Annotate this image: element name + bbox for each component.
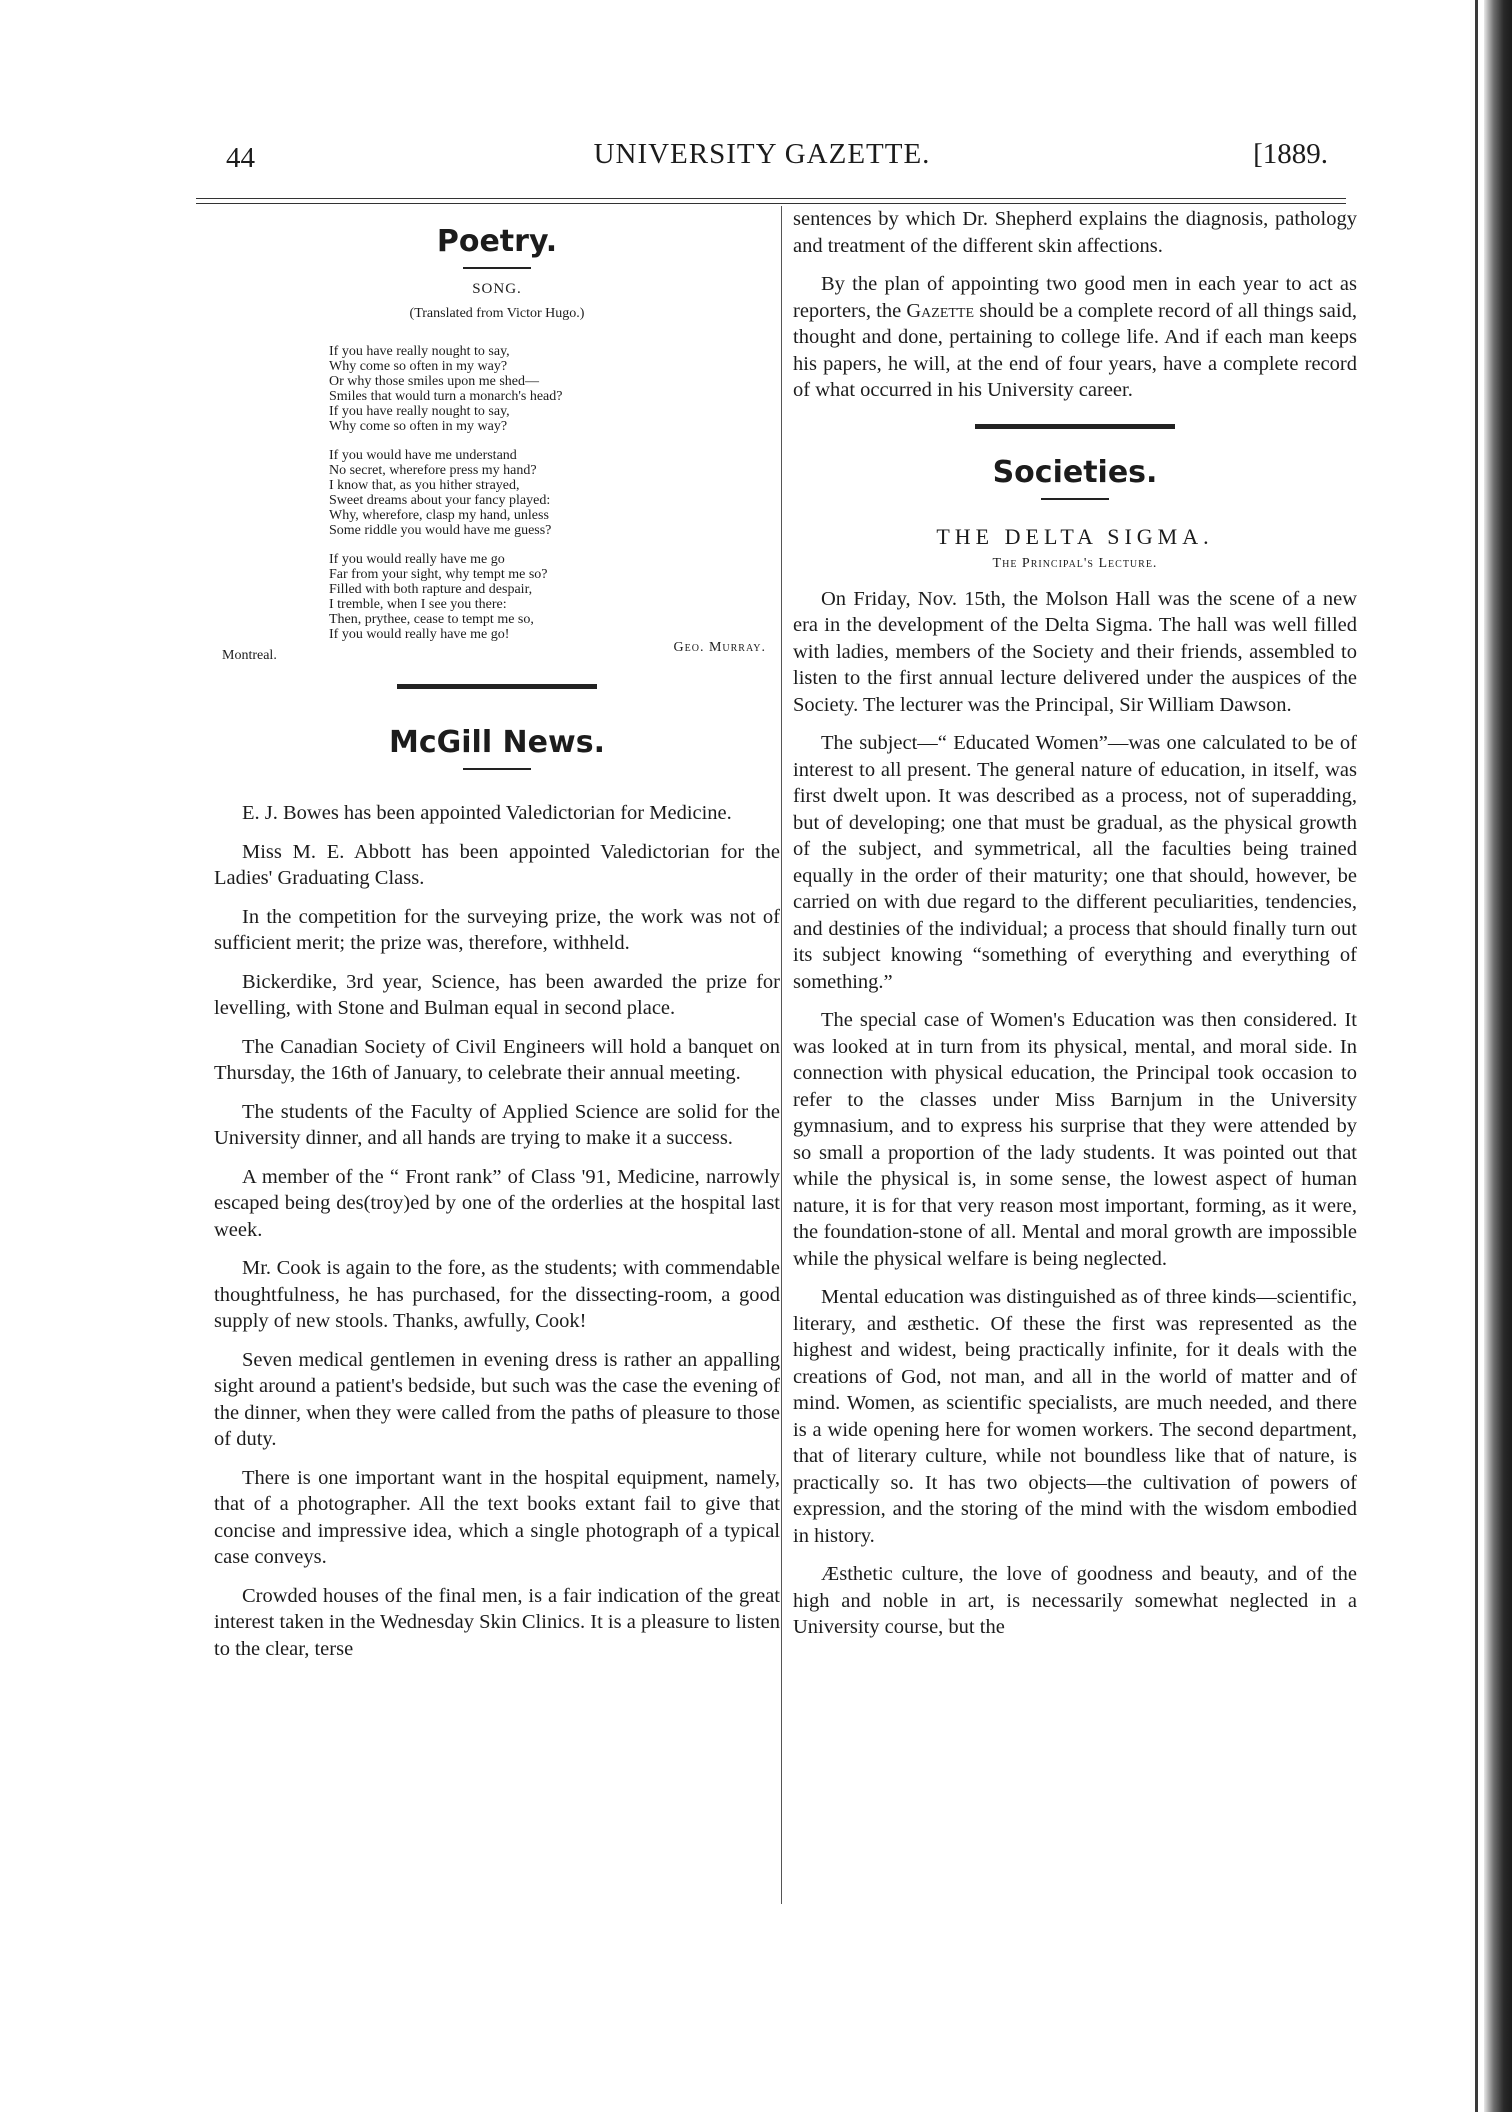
poem-author: Geo. Murray.	[673, 640, 766, 655]
poem-line: Far from your sight, why tempt me so?	[329, 567, 548, 582]
continued-paragraph: sentences by which Dr. Shepherd explains the diagnosis, pathology and treatment of the different skin affections.	[793, 208, 1357, 257]
poem-line: If you would really have me go	[329, 552, 505, 567]
gazette-word: Gazette	[906, 299, 975, 322]
society-name: THE DELTA SIGMA.	[936, 523, 1214, 549]
poetry-heading-rule	[463, 267, 531, 269]
poem-line: Or why those smiles upon me shed—	[329, 374, 539, 389]
page-binding-line	[1475, 0, 1478, 2112]
reporters-text-b: should be a complete record of all things said, thought and done, pertaining to college life. And if each man keeps his papers, he will, at the end of four years, have a complete record of what occurred in his University career.	[793, 299, 1357, 401]
right-column	[793, 206, 1357, 1641]
column-separator	[781, 206, 782, 1904]
poem-line: Why, wherefore, clasp my hand, unless	[329, 508, 549, 523]
page-number: 44	[226, 142, 255, 174]
societies-heading-rule	[1041, 498, 1109, 500]
poem-stanza-3	[329, 552, 780, 642]
page-binding-edge	[1484, 0, 1512, 2112]
page-header	[196, 138, 1328, 178]
song-title: SONG.	[472, 281, 522, 297]
news-paragraph: Seven medical gentlemen in evening dress is rather an appalling sight around a patient's bedside, but such was the case the evening of the dinner, when they were called from the paths of pleasure to those of duty.	[214, 1348, 780, 1450]
poem-signature	[214, 642, 780, 664]
publication-year: [1889.	[1253, 138, 1328, 170]
societies-heading: Societies.	[992, 454, 1158, 490]
news-paragraph: There is one important want in the hospital equipment, namely, that of a photographer. All the text books extant fail to give that concise and impressive idea, which a single photograph of a typical case conveys.	[214, 1466, 780, 1568]
news-paragraph: The students of the Faculty of Applied Science are solid for the University dinner, and all hands are trying to make it a success.	[214, 1100, 780, 1149]
news-paragraph: The Canadian Society of Civil Engineers will hold a banquet on Thursday, the 16th of January, to celebrate their annual meeting.	[214, 1035, 780, 1084]
left-column	[214, 206, 780, 1662]
society-paragraph: The special case of Women's Education was then considered. It was looked at in turn from its physical, mental, and moral side. In connection with physical education, the Principal took occasion to refer to the classes under Miss Barnjum in the University gymnasium, and to express his surprise that they were attended by so small a proportion of the lady students. It was pointed out that while the physical is, in some sense, the lowest aspect of human nature, it is for that very reason most important, forming, as it were, the foundation-stone of all. Mental and moral growth are impossible while the physical welfare is being neglected.	[793, 1009, 1357, 1270]
poem-line: Some riddle you would have me guess?	[329, 523, 552, 538]
reporters-text-a: By the plan of appointing two good men in each year to act as reporters, the	[793, 273, 1357, 322]
poem-line: Why come so often in my way?	[329, 419, 508, 434]
poetry-heading: Poetry.	[436, 224, 558, 259]
poem-line: I tremble, when I see you there:	[329, 597, 507, 612]
poem-line: If you have really nought to say,	[329, 404, 510, 419]
poem-line: Filled with both rapture and despair,	[329, 582, 533, 597]
poetry-end-rule	[397, 684, 597, 689]
poem-line: Smiles that would turn a monarch's head?	[329, 389, 563, 404]
poem-line: If you have really nought to say,	[329, 344, 510, 359]
society-paragraph: The subject—“ Educated Women”—was one calculated to be of interest to all present. The general nature of education, in itself, was first dwelt upon. It was described as a process, not of superadding, but of developing; one that must be gradual, as the physical growth of the subject, and symmetrical, all the faculties being trained equally in the order of their maturity; one that should, however, be carried on with due regard to the different peculiarities, tendencies, and destinies of the individual; a process that should finally turn out its subject knowing “something of everything and everything of something.”	[793, 732, 1357, 993]
news-paragraph: A member of the “ Front rank” of Class '91, Medicine, narrowly escaped being des(troy)ed by one of the orderlies at the hospital last week.	[214, 1165, 780, 1241]
society-paragraph: On Friday, Nov. 15th, the Molson Hall was the scene of a new era in the development of the Delta Sigma. The hall was well filled with ladies, members of the Society and their friends, assembled to listen to the first annual lecture delivered under the auspices of the Society. The lecturer was the Principal, Sir William Dawson.	[793, 587, 1357, 716]
mcgill-heading-rule	[463, 768, 531, 770]
poem-line: If you would have me understand	[329, 448, 517, 463]
poem-line: Why come so often in my way?	[329, 359, 508, 374]
news-paragraph: In the competition for the surveying prize, the work was not of sufficient merit; the prize was, therefore, withheld.	[214, 905, 780, 954]
poem-line: I know that, as you hither strayed,	[329, 478, 520, 493]
poem-line: Sweet dreams about your fancy played:	[329, 493, 551, 508]
poem-stanza-2	[329, 448, 780, 538]
reporters-end-rule	[975, 424, 1175, 429]
society-paragraph: Mental education was distinguished as of three kinds—scientific, literary, and æsthetic. Of these the first was represented as the highest and widest, being practically infinite, for it deals with the creations of God, not man, and all in the world of matter and of mind. Women, as scientific specialists, are much needed, and there is a wide opening here for women workers. The second department, that of literary culture, while not boundless like that of nature, is practically so. It has two objects—the cultivation of powers of expression, and the storing of the mind with the wisdom embodied in history.	[793, 1286, 1357, 1547]
news-paragraph: Mr. Cook is again to the fore, as the students; with commendable thoughtfulness, he has purchased, for the dissecting-room, a good supply of new stools. Thanks, awfully, Cook!	[214, 1257, 780, 1332]
header-rule	[196, 198, 1346, 204]
poem-place: Montreal.	[222, 648, 277, 663]
news-paragraph: Miss M. E. Abbott has been appointed Valedictorian for the Ladies' Graduating Class.	[214, 840, 780, 889]
mcgill-news-heading: McGill News.	[389, 725, 605, 760]
news-paragraph: Bickerdike, 3rd year, Science, has been awarded the prize for levelling, with Stone and Bulman equal in second place.	[214, 970, 780, 1019]
lecture-title: The Principal's Lecture.	[992, 555, 1158, 571]
society-paragraph: Æsthetic culture, the love of goodness and beauty, and of the high and noble in art, is necessarily somewhat neglected in a University course, but the	[793, 1563, 1357, 1638]
song-subtitle: (Translated from Victor Hugo.)	[409, 306, 585, 321]
poem-line: No secret, wherefore press my hand?	[329, 463, 537, 478]
poem-line: Then, prythee, cease to tempt me so,	[329, 612, 534, 627]
news-paragraph: Crowded houses of the final men, is a fair indication of the great interest taken in the Wednesday Skin Clinics. It is a pleasure to listen to the clear, terse	[214, 1584, 780, 1660]
poem-stanza-1	[329, 344, 780, 434]
news-paragraph: E. J. Bowes has been appointed Valedictorian for Medicine.	[242, 802, 732, 824]
publication-title: UNIVERSITY GAZETTE.	[593, 138, 931, 170]
reporters-paragraph	[793, 271, 1357, 404]
poem-line: If you would really have me go!	[329, 627, 510, 642]
